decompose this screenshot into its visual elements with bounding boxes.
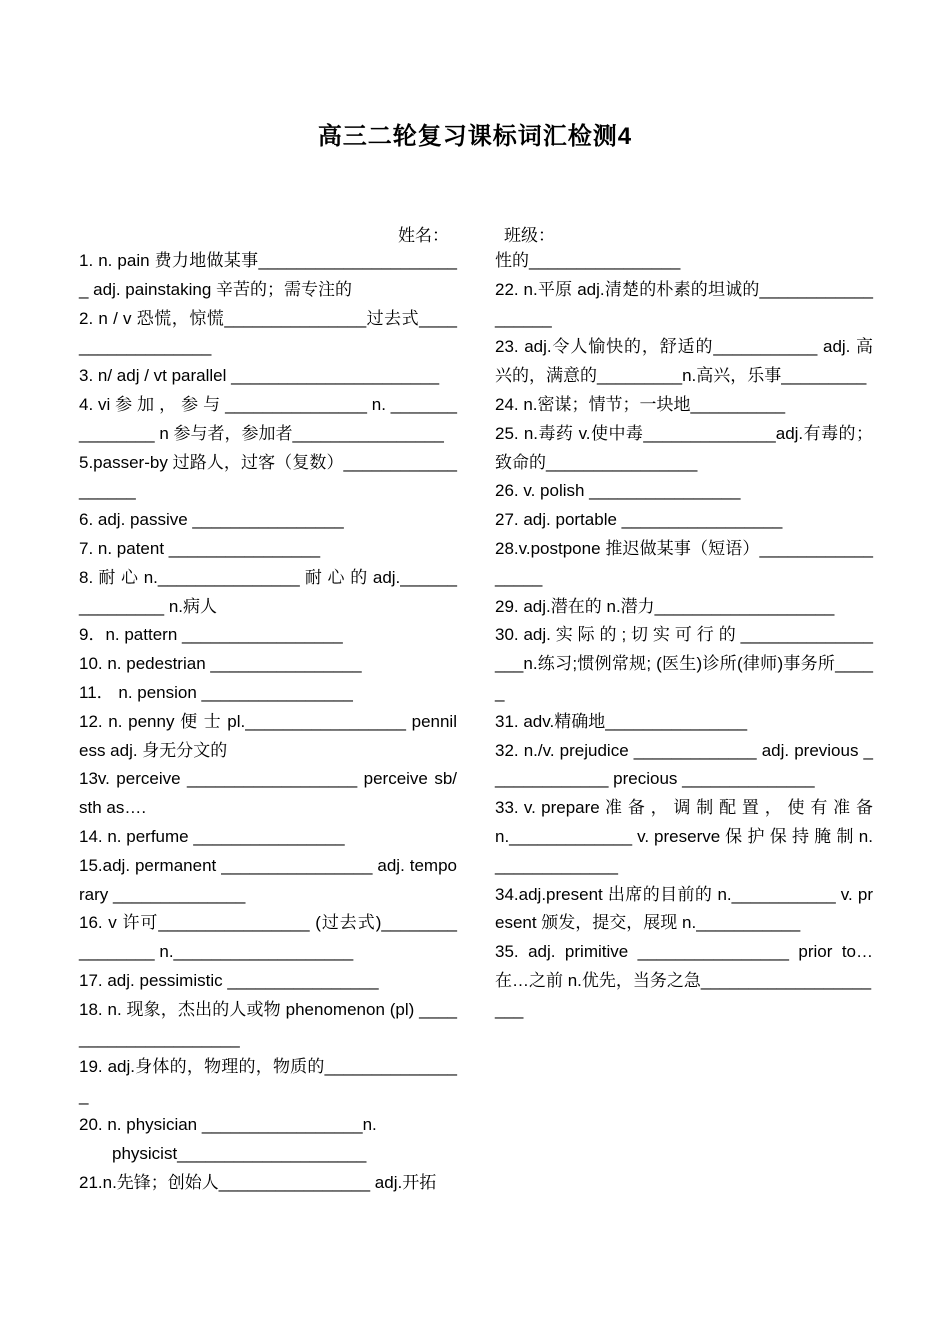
question-26: 26. v. polish ________________: [495, 481, 741, 501]
question-20-continued: physicist____________________: [112, 1143, 367, 1163]
question-21: 21.n.先锋；创始人________________ adj.开拓: [79, 1172, 437, 1192]
question-24: 24. n.密谋；情节；一块地__________: [495, 394, 786, 414]
question-3: 3. n/ adj / vt parallel ______________________: [79, 366, 440, 386]
question-29: 29. adj.潜在的 n.潜力___________________: [495, 596, 835, 616]
question-34: 34.adj.present 出席的目前的 n.___________ v. present 颁发，提交，展现 n.___________: [495, 884, 873, 933]
question-6: 6. adj. passive ________________: [79, 510, 344, 530]
question-2: 2. n / v 恐慌，惊慌_______________过去式__________________: [79, 308, 457, 357]
question-28: 28.v.postpone 推迟做某事（短语）_________________: [495, 538, 873, 587]
question-27: 27. adj. portable _________________: [495, 510, 783, 530]
question-13: 13v. perceive __________________ perceive sb/sth as….: [79, 769, 457, 818]
question-19: 19. adj.身体的，物理的，物质的_______________: [79, 1057, 457, 1106]
question-18: 18. n. 现象，杰出的人或物 phenomenon (pl) _____________________: [79, 999, 457, 1048]
question-9: 9．n. pattern _________________: [79, 625, 343, 645]
question-4: 4. vi 参 加 ， 参 与 _______________ n. _______________ n 参与者，参加者________________: [79, 394, 457, 443]
question-16: 16. v 许可________________ (过去式)________________ n.___________________: [79, 913, 457, 962]
question-1: 1. n. pain 费力地做某事______________________ adj. painstaking 辛苦的；需专注的: [79, 251, 457, 299]
question-30: 30. adj. 实 际 的 ; 切 实 可 行 的 _________________n.练习;惯例常规; (医生)诊所(律师)事务所_____: [495, 625, 873, 702]
name-label: 姓名：: [398, 226, 449, 245]
question-20: 20. n. physician _________________n.: [79, 1114, 377, 1134]
class-label: 班级：: [504, 226, 555, 245]
question-14: 14. n. perfume ________________: [79, 826, 345, 846]
question-17: 17. adj. pessimistic ________________: [79, 970, 379, 990]
question-22: 22. n.平原 adj.清楚的朴素的坦诚的__________________: [495, 279, 873, 328]
question-11: 11． n. pension ________________: [79, 682, 353, 702]
question-33: 33. v. prepare 准 备 ， 调 制 配 置 ， 使 有 准 备 n._____________ v. preserve 保 护 保 持 腌 制 n._____________: [495, 798, 873, 875]
question-8: 8. 耐 心 n._______________ 耐 心 的 adj._______________ n.病人: [79, 567, 457, 616]
question-12: 12. n. penny 便 士 pl._________________ penniless adj. 身无分文的: [79, 711, 457, 760]
question-31: 31. adv.精确地_______________: [495, 711, 748, 731]
question-35: 35. adj. primitive ________________ prior to… 在…之前 n.优先，当务之急__________________: [495, 942, 873, 990]
page-title: 高三二轮复习课标词汇检测4: [317, 123, 633, 150]
right-column: [495, 247, 873, 1025]
left-column: [79, 247, 457, 1197]
question-35-continued: ___: [495, 999, 524, 1019]
question-10: 10. n. pedestrian ________________: [79, 654, 362, 674]
question-15: 15.adj. permanent ________________ adj. temporary ______________: [79, 855, 457, 904]
question-32: 32. n./v. prejudice _____________ adj. previous _____________ precious ______________: [495, 740, 873, 789]
question-23: 23. adj.令人愉快的，舒适的___________ adj. 高兴的，满意的_________n.高兴，乐事_________: [495, 337, 873, 386]
question-21-continued: 性的________________: [495, 251, 681, 270]
question-5: 5.passer-by 过路人，过客（复数）__________________: [79, 452, 457, 501]
question-25: 25. n.毒药 v.使中毒______________adj.有毒的；致命的________________: [495, 423, 873, 472]
question-7: 7. n. patent ________________: [79, 538, 321, 558]
